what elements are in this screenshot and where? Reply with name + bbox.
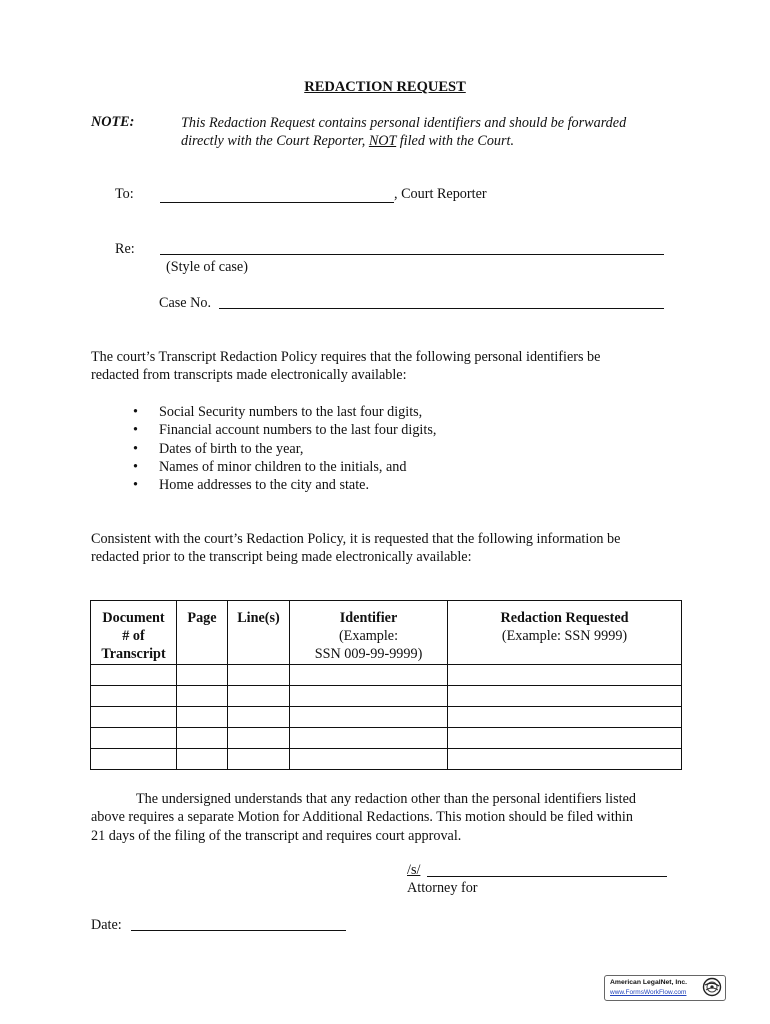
note-text-line2-pre: directly with the Court Reporter, (181, 133, 369, 149)
table-cell[interactable] (290, 728, 448, 749)
re-label: Re: (115, 241, 135, 257)
policy-paragraph-line1: The court’s Transcript Redaction Policy requires that the following personal identifiers be (91, 349, 601, 365)
header-document: Document # of Transcript (91, 601, 177, 665)
list-item: • Names of minor children to the initials, and (133, 458, 407, 475)
style-of-case-label: (Style of case) (166, 259, 248, 275)
table-cell[interactable] (91, 749, 177, 770)
signature-prefix: /s/ (407, 862, 421, 878)
table-row (91, 707, 682, 728)
request-paragraph-line2: redacted prior to the transcript being made electronically available: (91, 549, 472, 566)
table-cell[interactable] (228, 749, 290, 770)
date-field[interactable] (131, 914, 346, 931)
table-cell[interactable] (290, 749, 448, 770)
list-item: • Social Security numbers to the last four digits, (133, 404, 423, 420)
list-item: • Home addresses to the city and state. (133, 477, 369, 494)
footer-badge[interactable] (604, 975, 726, 1001)
table-cell[interactable] (448, 749, 682, 770)
header-identifier: Identifier (Example: SSN 009-99-9999) (290, 601, 448, 665)
table-cell[interactable] (177, 686, 228, 707)
note-text-line1: This Redaction Request contains personal identifiers and should be forwarded (181, 115, 627, 131)
table-cell[interactable] (290, 707, 448, 728)
table-cell[interactable] (290, 686, 448, 707)
table-row (91, 728, 682, 749)
table-cell[interactable] (228, 707, 290, 728)
policy-paragraph-line2: redacted from transcripts made electronically available: (91, 367, 407, 384)
table-cell[interactable] (177, 728, 228, 749)
case-no-label: Case No. (159, 295, 212, 311)
table-row (91, 749, 682, 770)
table-cell[interactable] (448, 665, 682, 686)
table-cell[interactable] (228, 728, 290, 749)
note-text-line2-post: filed with the Court. (396, 133, 515, 149)
table-row (91, 665, 682, 686)
globe-logo-icon (702, 977, 722, 997)
note-text (181, 114, 681, 150)
bullet-icon: • (133, 440, 138, 457)
table-header-row (91, 601, 682, 665)
table-cell[interactable] (448, 686, 682, 707)
bullet-icon: • (133, 404, 138, 420)
court-reporter-field[interactable] (160, 186, 394, 203)
header-lines: Line(s) (228, 601, 290, 665)
table-cell[interactable] (228, 686, 290, 707)
table-cell[interactable] (91, 728, 177, 749)
table-cell[interactable] (290, 665, 448, 686)
date-label: Date: (91, 917, 122, 933)
signature-field[interactable] (427, 860, 667, 877)
table-cell[interactable] (177, 665, 228, 686)
table-cell[interactable] (448, 728, 682, 749)
table-row (91, 686, 682, 707)
table-cell[interactable] (177, 749, 228, 770)
bullet-icon: • (133, 422, 138, 439)
bullet-icon: • (133, 477, 138, 494)
request-paragraph (91, 530, 681, 567)
note-not-emphasis: NOT (368, 133, 397, 149)
undersigned-paragraph-line2: above requires a separate Motion for Additional Redactions. This motion should be filed within (91, 809, 633, 826)
header-redaction-requested: Redaction Requested (Example: SSN 9999) (448, 601, 682, 665)
undersigned-paragraph-line1: The undersigned understands that any redaction other than the personal identifiers listed (136, 791, 636, 807)
table-cell[interactable] (448, 707, 682, 728)
undersigned-paragraph-line3: 21 days of the filing of the transcript and requires court approval. (91, 827, 462, 844)
header-page: Page (177, 601, 228, 665)
to-label: To: (115, 186, 134, 202)
list-item: • Financial account numbers to the last four digits, (133, 422, 437, 439)
note-text-line2 (181, 132, 681, 150)
document-title: REDACTION REQUEST (304, 79, 466, 95)
table-cell[interactable] (91, 665, 177, 686)
table-cell[interactable] (91, 686, 177, 707)
attorney-for-label: Attorney for (407, 880, 478, 896)
case-no-field[interactable] (219, 292, 664, 309)
request-paragraph-line1: Consistent with the court’s Redaction Policy, it is requested that the following information be (91, 531, 621, 547)
list-item: • Dates of birth to the year, (133, 440, 304, 457)
table-cell[interactable] (91, 707, 177, 728)
identifier-bullet-list (133, 403, 437, 494)
redaction-table (90, 600, 682, 770)
badge-company-name: American LegalNet, Inc. (610, 979, 688, 986)
table-cell[interactable] (177, 707, 228, 728)
badge-url-link[interactable]: www.FormsWorkFlow.com (610, 989, 687, 996)
undersigned-paragraph (91, 790, 681, 845)
bullet-icon: • (133, 458, 138, 475)
court-reporter-suffix: , Court Reporter (394, 186, 487, 202)
note-label: NOTE: (91, 114, 135, 130)
table-cell[interactable] (228, 665, 290, 686)
policy-paragraph (91, 348, 681, 385)
style-of-case-field[interactable] (160, 238, 664, 255)
